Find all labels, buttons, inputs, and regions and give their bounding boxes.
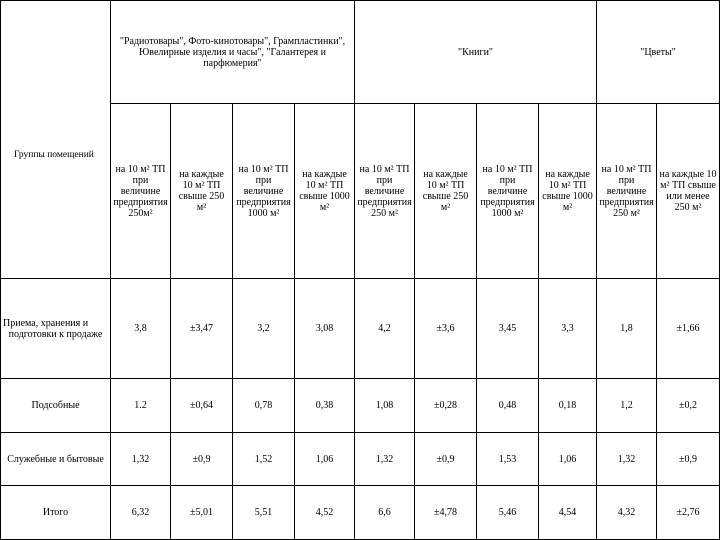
table-cell: 1,2 (597, 379, 657, 433)
table-cell: 5,46 (477, 486, 539, 540)
table-row (1, 433, 720, 486)
table-cell: 4,52 (295, 486, 355, 540)
table-cell: 3,3 (539, 279, 597, 379)
table-cell: 6,32 (111, 486, 171, 540)
table-row (1, 379, 720, 433)
row-label-line: Приема, хранения и (3, 317, 89, 329)
row-label: Подсобные (1, 379, 111, 433)
table-cell: 0,38 (295, 379, 355, 433)
table-cell: 4,54 (539, 486, 597, 540)
row-label-line: подготовки к продаже (8, 328, 103, 340)
table-row (1, 486, 720, 540)
row-label: Итого (1, 486, 111, 540)
table-cell: ±0,64 (171, 379, 233, 433)
table-cell: 3,8 (111, 279, 171, 379)
table-cell: ±3,47 (171, 279, 233, 379)
table-cell: ±0,9 (415, 433, 477, 486)
table-cell: ±4,78 (415, 486, 477, 540)
table-cell: 0,78 (233, 379, 295, 433)
row-label (1, 279, 111, 379)
table-cell: 0,18 (539, 379, 597, 433)
table-cell: ±2,76 (657, 486, 720, 540)
table-cell: 3,2 (233, 279, 295, 379)
table-cell: 4,2 (355, 279, 415, 379)
table-cell: ±0,28 (415, 379, 477, 433)
table-cell: ±0,9 (171, 433, 233, 486)
table-cell: 0,48 (477, 379, 539, 433)
table-cell: 5,51 (233, 486, 295, 540)
table-cell: 6,6 (355, 486, 415, 540)
table-cell: 1,32 (355, 433, 415, 486)
group-header-books: "Книги" (355, 1, 597, 104)
group-header-flowers: "Цветы" (597, 1, 720, 104)
subheader-cell: на 10 м² ТП при величине предприятия 250 м² (355, 104, 415, 279)
subheader-cell: на каждые 10 м² ТП свыше 1000 м² (539, 104, 597, 279)
row-group-label: Группы помещений (14, 150, 94, 160)
table-cell: 1.2 (111, 379, 171, 433)
table-cell: 3,45 (477, 279, 539, 379)
table-cell: 1,08 (355, 379, 415, 433)
table-cell: 1,52 (233, 433, 295, 486)
table-cell: 1,06 (539, 433, 597, 486)
subheader-cell: на каждые 10 м² ТП свыше 1000 м² (295, 104, 355, 279)
subheader-cell: на каждые 10 м² ТП свыше 250 м² (171, 104, 233, 279)
subheader-cell: на каждые 10 м² ТП свыше или менее 250 м² (657, 104, 720, 279)
table-cell: ±1,66 (657, 279, 720, 379)
table-cell: 1,8 (597, 279, 657, 379)
subheader-cell: на 10 м² ТП при величине предприятия 250м² (111, 104, 171, 279)
table-row (1, 279, 720, 379)
table-cell: 4,32 (597, 486, 657, 540)
subheader-cell: на каждые 10 м² ТП свыше 250 м² (415, 104, 477, 279)
table-cell: 1,06 (295, 433, 355, 486)
row-label: Служебные и бытовые (1, 433, 111, 486)
table-cell: 1,32 (597, 433, 657, 486)
table-cell: 3,08 (295, 279, 355, 379)
table-cell: ±5,01 (171, 486, 233, 540)
table-cell: ±0,9 (657, 433, 720, 486)
subheader-cell: на 10 м² ТП при величине предприятия 250 м² (597, 104, 657, 279)
subheader-cell: на 10 м² ТП при величине предприятия 1000 м² (233, 104, 295, 279)
table-cell: 1,32 (111, 433, 171, 486)
table-cell: ±3,6 (415, 279, 477, 379)
table-cell: ±0,2 (657, 379, 720, 433)
subheader-cell: на 10 м² ТП при величине предприятия 1000 м² (477, 104, 539, 279)
corner-cell (1, 1, 111, 279)
table-cell: 1,53 (477, 433, 539, 486)
group-header-radio: "Радиотовары", Фото-кинотовары", Грампластинки", Ювелирные изделия и часы", "Галантерея и парфюмерия" (111, 1, 355, 104)
